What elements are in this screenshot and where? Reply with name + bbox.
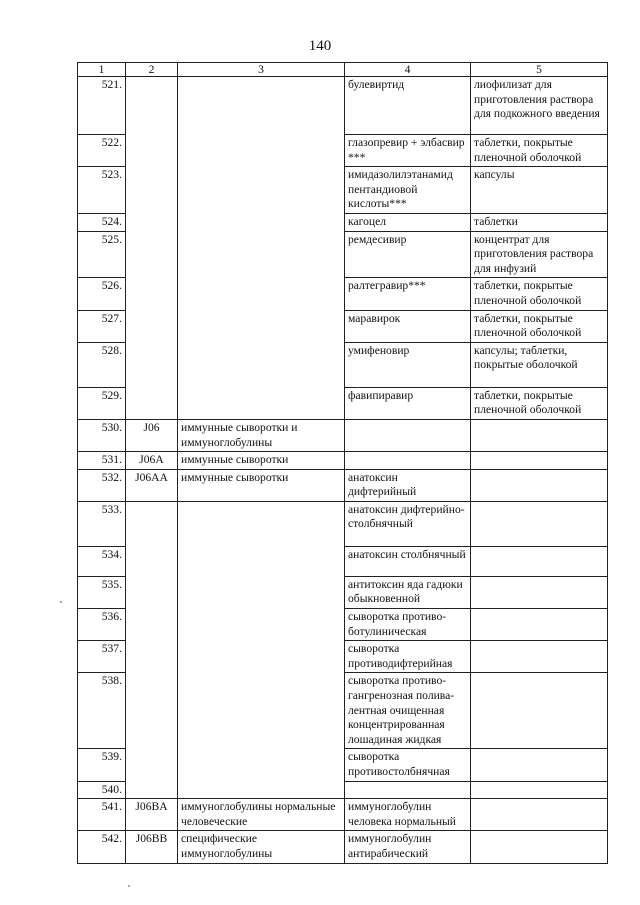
table-row	[78, 77, 608, 135]
cell-drug: сыворотка противо-ботулиническая	[345, 609, 471, 641]
cell-n: 522.	[78, 135, 126, 167]
cell-group: иммунные сыворотки	[178, 469, 345, 501]
cell-drug: имидазолилэтанамид пентандиовой кислоты***	[345, 167, 471, 214]
cell-form: таблетки	[471, 213, 608, 231]
cell-n: 539.	[78, 749, 126, 781]
cell-drug: иммуноглобулин антирабический	[345, 831, 471, 863]
cell-drug: анатоксин дифтерийно-столбнячный	[345, 501, 471, 546]
cell-drug: ралтегравир***	[345, 278, 471, 310]
cell-n: 523.	[78, 167, 126, 214]
cell-form: таблетки, покрытые пленочной оболочкой	[471, 310, 608, 342]
column-header-3: 3	[178, 63, 345, 77]
cell-n: 524.	[78, 213, 126, 231]
cell-code: J06BA	[126, 799, 178, 831]
cell-drug: глазопревир + элбасвир ***	[345, 135, 471, 167]
cell-drug	[345, 419, 471, 451]
cell-drug: сыворотка противостолбнячная	[345, 749, 471, 781]
cell-form	[471, 419, 608, 451]
cell-n: 532.	[78, 469, 126, 501]
scan-speck	[60, 601, 62, 603]
cell-form: таблетки, покрытые пленочной оболочкой	[471, 278, 608, 310]
cell-form	[471, 546, 608, 576]
cell-code	[126, 77, 178, 420]
cell-group: иммуноглобулины нормальные человеческие	[178, 799, 345, 831]
cell-n: 529.	[78, 387, 126, 419]
table-row	[78, 799, 608, 831]
cell-drug: булевиртид	[345, 77, 471, 135]
cell-drug: умифеновир	[345, 342, 471, 387]
cell-n: 521.	[78, 77, 126, 135]
table-body	[78, 77, 608, 864]
cell-group: специфические иммуноглобулины	[178, 831, 345, 863]
cell-form	[471, 576, 608, 608]
cell-n: 525.	[78, 231, 126, 278]
cell-n: 541.	[78, 799, 126, 831]
cell-form: лиофилизат для приготовления раствора для подкожного введения	[471, 77, 608, 135]
cell-code: J06BB	[126, 831, 178, 863]
cell-drug: анатоксин дифтерийный	[345, 469, 471, 501]
cell-form	[471, 831, 608, 863]
scan-speck	[128, 885, 130, 887]
table-row	[78, 831, 608, 863]
cell-n: 528.	[78, 342, 126, 387]
cell-code: J06	[126, 419, 178, 451]
cell-group: иммунные сыворотки	[178, 452, 345, 470]
table-row	[78, 452, 608, 470]
page-number: 140	[308, 38, 332, 54]
column-header-4: 4	[345, 63, 471, 77]
cell-form: таблетки, покрытые пленочной оболочкой	[471, 135, 608, 167]
column-header-5: 5	[471, 63, 608, 77]
cell-form	[471, 781, 608, 799]
header-row	[78, 63, 608, 77]
cell-drug	[345, 781, 471, 799]
cell-n: 536.	[78, 609, 126, 641]
cell-form: таблетки, покрытые пленочной оболочкой	[471, 387, 608, 419]
cell-form: концентрат для приготовления раствора для инфузий	[471, 231, 608, 278]
cell-code: J06AA	[126, 469, 178, 501]
cell-drug: фавипиравир	[345, 387, 471, 419]
cell-n: 527.	[78, 310, 126, 342]
cell-form	[471, 749, 608, 781]
cell-n: 542.	[78, 831, 126, 863]
cell-drug: анатоксин столбнячный	[345, 546, 471, 576]
cell-code: J06A	[126, 452, 178, 470]
column-header-1: 1	[78, 63, 126, 77]
drug-table	[77, 62, 608, 864]
cell-n: 533.	[78, 501, 126, 546]
cell-drug: ремдесивир	[345, 231, 471, 278]
cell-form: капсулы; таблетки, покрытые оболочкой	[471, 342, 608, 387]
table-row	[78, 501, 608, 546]
cell-drug: антитоксин яда гадюки обыкновенной	[345, 576, 471, 608]
cell-form: капсулы	[471, 167, 608, 214]
cell-n: 535.	[78, 576, 126, 608]
cell-drug: кагоцел	[345, 213, 471, 231]
cell-drug: иммуноглобулин человека нормальный	[345, 799, 471, 831]
cell-form	[471, 799, 608, 831]
cell-form	[471, 469, 608, 501]
cell-n: 538.	[78, 673, 126, 749]
cell-n: 540.	[78, 781, 126, 799]
cell-n: 526.	[78, 278, 126, 310]
table-row	[78, 419, 608, 451]
cell-drug: маравирок	[345, 310, 471, 342]
cell-form	[471, 609, 608, 641]
cell-form	[471, 673, 608, 749]
table-row	[78, 469, 608, 501]
cell-group	[178, 501, 345, 798]
cell-form	[471, 452, 608, 470]
cell-group	[178, 77, 345, 420]
cell-n: 531.	[78, 452, 126, 470]
cell-code	[126, 501, 178, 798]
cell-form	[471, 641, 608, 673]
cell-drug: сыворотка противодифтерийная	[345, 641, 471, 673]
cell-drug	[345, 452, 471, 470]
cell-form	[471, 501, 608, 546]
cell-drug: сыворотка противо-гангренозная полива-лентная очищенная концентрированная лошадиная жидкая	[345, 673, 471, 749]
cell-n: 537.	[78, 641, 126, 673]
cell-group: иммунные сыворотки и иммуноглобулины	[178, 419, 345, 451]
cell-n: 530.	[78, 419, 126, 451]
column-header-2: 2	[126, 63, 178, 77]
cell-n: 534.	[78, 546, 126, 576]
